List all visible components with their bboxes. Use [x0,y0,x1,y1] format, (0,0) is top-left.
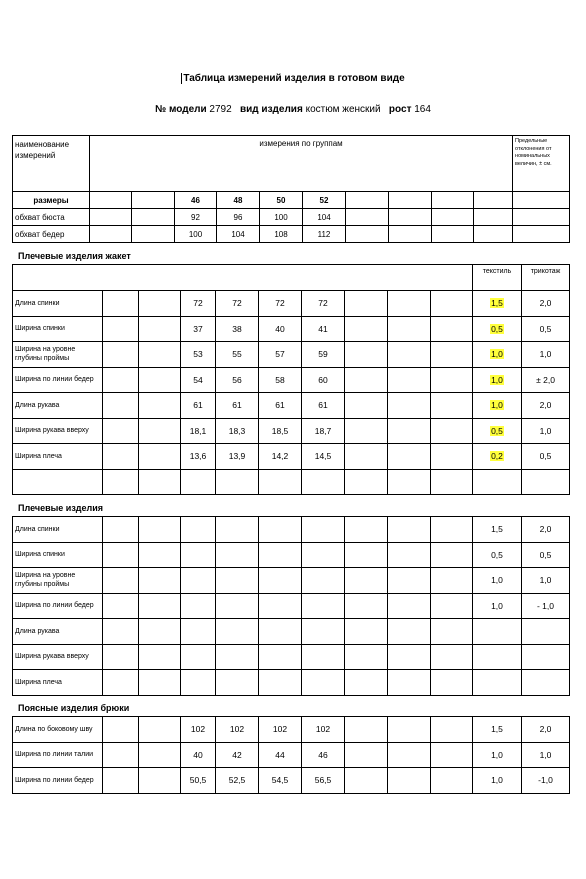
value-cell: 104 [303,209,346,226]
empty-cell [388,568,431,594]
value-cell: 54,5 [259,768,302,794]
empty-cell [431,593,473,619]
trousers-table [12,716,570,794]
empty-cell [345,717,388,743]
empty-cell [139,717,181,743]
row-label: Ширина плеча [13,444,103,470]
textile-tolerance [473,316,522,342]
textile-tolerance [473,469,522,495]
empty-cell [103,593,139,619]
empty-cell [431,342,473,368]
col-knit: трикотаж [522,265,570,291]
knit-tolerance: -1,0 [522,768,570,794]
height-label: рост [388,104,412,115]
value-cell: 61 [259,393,302,419]
value-cell [259,670,302,696]
value-cell: 108 [260,226,303,243]
value-cell: 37 [181,316,216,342]
empty-cell [431,393,473,419]
table-row [13,367,570,393]
value-cell: 52,5 [216,768,259,794]
sizes-table [12,135,570,243]
value-cell [259,469,302,495]
value-cell: 61 [181,393,216,419]
value-cell: 102 [181,717,216,743]
value-cell: 42 [216,742,259,768]
row-label: Ширина по линии талии [13,742,103,768]
empty-cell [388,644,431,670]
empty-cell [139,444,181,470]
type-value: костюм женский [305,104,381,115]
highlighted-value: 0,5 [491,323,503,334]
empty-cell [431,517,473,543]
value-cell [216,670,259,696]
value-cell: 14,2 [259,444,302,470]
value-cell: 61 [302,393,345,419]
knit-tolerance [522,670,570,696]
value-cell [259,593,302,619]
row-label: Ширина по линии бедер [13,768,103,794]
jacket-header-row [13,265,570,291]
empty-cell [139,619,181,645]
type-label: вид изделия [240,104,303,115]
empty-cell [139,644,181,670]
empty-cell [139,742,181,768]
empty-cell [103,768,139,794]
height-value: 164 [414,104,431,115]
row-label: Ширина спинки [13,316,103,342]
textile-tolerance [473,393,522,419]
empty-cell [139,517,181,543]
empty-cell [388,469,431,495]
highlighted-value: 1,0 [491,400,503,411]
textile-tolerance [473,342,522,368]
value-cell: 55 [216,342,259,368]
table-row [13,542,570,568]
section-title-shoulder: Плечевые изделия [18,503,104,513]
textile-tolerance [473,444,522,470]
value-cell [181,644,216,670]
empty-cell [345,568,388,594]
value-cell [259,568,302,594]
empty-cell [431,742,473,768]
value-cell: 57 [259,342,302,368]
empty-cell [346,192,389,209]
empty-cell [388,291,431,317]
empty-cell [90,192,132,209]
value-cell: 102 [302,717,345,743]
value-cell: 14,5 [302,444,345,470]
textile-tolerance [473,619,522,645]
size-46: 46 [175,192,217,209]
jacket-table [12,264,570,495]
table-row [13,670,570,696]
empty-cell [388,717,431,743]
empty-cell [345,418,388,444]
textile-tolerance: 1,0 [473,593,522,619]
empty-cell [132,192,175,209]
empty-cell [388,342,431,368]
value-cell [181,619,216,645]
empty-cell [431,444,473,470]
table-row [13,717,570,743]
knit-tolerance: 2,0 [522,393,570,419]
empty-cell [345,542,388,568]
empty-cell [431,619,473,645]
deviation-header: Предельные отклонения от номинальных величин, ± см. [513,136,570,192]
table-row [13,342,570,368]
empty-cell [345,291,388,317]
empty-cell [388,367,431,393]
value-cell: 92 [175,209,217,226]
knit-tolerance: 0,5 [522,316,570,342]
empty-cell [103,316,139,342]
empty-cell [139,393,181,419]
value-cell [259,644,302,670]
value-cell [216,517,259,543]
empty-cell [103,444,139,470]
value-cell [216,593,259,619]
knit-tolerance: 0,5 [522,542,570,568]
empty-cell [139,542,181,568]
value-cell: 18,3 [216,418,259,444]
empty-cell [103,291,139,317]
value-cell [259,542,302,568]
table-row [13,742,570,768]
row-label: Ширина на уровне глубины проймы [13,342,103,368]
value-cell [302,542,345,568]
value-cell [302,517,345,543]
empty-cell [431,469,473,495]
empty-cell [103,644,139,670]
value-cell: 13,6 [181,444,216,470]
empty-cell [388,418,431,444]
empty-cell [431,418,473,444]
table-row [13,291,570,317]
empty-cell [103,342,139,368]
value-cell: 56,5 [302,768,345,794]
highlighted-value: 1,0 [491,374,503,385]
value-cell: 38 [216,316,259,342]
empty-cell [345,742,388,768]
value-cell: 18,7 [302,418,345,444]
textile-tolerance: 1,0 [473,768,522,794]
value-cell: 61 [216,393,259,419]
empty-cell [513,192,570,209]
model-line [0,104,586,115]
model-label: № модели [155,104,207,115]
value-cell: 102 [259,717,302,743]
textile-tolerance [473,418,522,444]
empty-cell [139,568,181,594]
textile-tolerance: 1,0 [473,742,522,768]
empty-cell [431,568,473,594]
knit-tolerance: 2,0 [522,517,570,543]
textile-tolerance [473,670,522,696]
empty-cell [103,670,139,696]
textile-tolerance: 1,0 [473,568,522,594]
textile-tolerance [473,644,522,670]
value-cell [302,644,345,670]
value-cell: 44 [259,742,302,768]
empty-cell [139,291,181,317]
value-cell [181,542,216,568]
knit-tolerance: 0,5 [522,444,570,470]
empty-cell [388,444,431,470]
highlighted-value: 1,0 [491,349,503,360]
sizes-row [13,192,570,209]
knit-tolerance: 1,0 [522,342,570,368]
value-cell: 60 [302,367,345,393]
value-cell: 100 [175,226,217,243]
table-row [13,469,570,495]
section-title-jacket: Плечевые изделия жакет [18,251,131,261]
value-cell: 53 [181,342,216,368]
value-cell: 112 [303,226,346,243]
table-row [13,444,570,470]
row-label: Ширина рукава вверху [13,418,103,444]
value-cell: 72 [302,291,345,317]
table-row [13,644,570,670]
document-title-text: Таблица измерений изделия в готовом виде [183,73,405,85]
value-cell [259,619,302,645]
value-cell: 18,1 [181,418,216,444]
table-row [13,393,570,419]
empty-cell [388,542,431,568]
empty-cell [103,469,139,495]
value-cell [302,670,345,696]
row-label: Длина рукава [13,619,103,645]
value-cell: 56 [216,367,259,393]
value-cell [216,542,259,568]
value-cell [259,517,302,543]
empty-cell [388,393,431,419]
value-cell [216,469,259,495]
sizes-label: размеры [13,192,90,209]
row-label: Длина по боковому шву [13,717,103,743]
value-cell: 18,5 [259,418,302,444]
empty-cell [139,768,181,794]
row-label: Ширина по линии бедер [13,367,103,393]
value-cell: 100 [260,209,303,226]
value-cell: 72 [216,291,259,317]
value-cell: 58 [259,367,302,393]
size-50: 50 [260,192,303,209]
knit-tolerance: 1,0 [522,742,570,768]
empty-cell [139,670,181,696]
empty-cell [345,444,388,470]
value-cell [181,593,216,619]
model-value: 2792 [209,104,232,115]
table-row [13,226,570,243]
table-row [13,593,570,619]
row-label: обхват бедер [13,226,90,243]
empty-cell [103,367,139,393]
row-label: обхват бюста [13,209,90,226]
empty-cell [345,593,388,619]
knit-tolerance [522,644,570,670]
table-row [13,768,570,794]
value-cell: 46 [302,742,345,768]
value-cell [216,619,259,645]
empty-cell [388,593,431,619]
knit-tolerance: - 1,0 [522,593,570,619]
textile-tolerance: 0,5 [473,542,522,568]
empty-cell [388,316,431,342]
empty-cell [103,517,139,543]
value-cell: 96 [217,209,260,226]
value-cell: 72 [259,291,302,317]
value-cell [216,644,259,670]
value-cell: 72 [181,291,216,317]
row-label: Длина рукава [13,393,103,419]
knit-tolerance [522,469,570,495]
row-label: Ширина плеча [13,670,103,696]
empty-cell [345,619,388,645]
knit-tolerance: 1,0 [522,568,570,594]
empty-cell [345,644,388,670]
value-cell [302,593,345,619]
empty-cell [388,768,431,794]
textile-tolerance [473,291,522,317]
document-title [0,73,586,84]
row-label: Ширина на уровне глубины проймы [13,568,103,594]
knit-tolerance: 2,0 [522,291,570,317]
empty-cell [139,418,181,444]
highlighted-value: 1,5 [491,298,503,309]
knit-tolerance: 2,0 [522,717,570,743]
empty-cell [345,670,388,696]
highlighted-value: 0,2 [491,451,503,462]
empty-cell [431,768,473,794]
empty-cell [388,619,431,645]
size-48: 48 [217,192,260,209]
empty-cell [345,517,388,543]
empty-cell [431,291,473,317]
empty-cell [103,393,139,419]
value-cell: 40 [181,742,216,768]
value-cell [302,469,345,495]
empty-cell [345,367,388,393]
row-label: Длина спинки [13,291,103,317]
name-header: наименование измерений [13,136,90,192]
shoulder-table [12,516,570,696]
value-cell: 50,5 [181,768,216,794]
empty-cell [431,367,473,393]
empty-cell [139,593,181,619]
value-cell: 102 [216,717,259,743]
value-cell: 40 [259,316,302,342]
textile-tolerance: 1,5 [473,717,522,743]
size-52: 52 [303,192,346,209]
empty-cell [139,342,181,368]
table-row [13,418,570,444]
empty-cell [474,192,513,209]
empty-cell [103,742,139,768]
empty-cell [432,192,474,209]
empty-cell [345,393,388,419]
row-label [13,469,103,495]
empty-cell [431,670,473,696]
value-cell: 59 [302,342,345,368]
row-label: Ширина по линии бедер [13,593,103,619]
empty-cell [139,316,181,342]
empty-cell [103,542,139,568]
empty-cell [345,768,388,794]
value-cell: 104 [217,226,260,243]
empty-cell [103,717,139,743]
textile-tolerance [473,367,522,393]
empty-cell [139,469,181,495]
empty-cell [388,517,431,543]
empty-cell [431,717,473,743]
empty-cell [431,542,473,568]
value-cell [302,619,345,645]
row-label: Ширина спинки [13,542,103,568]
groups-header: измерения по группам [90,136,513,192]
table-row [13,209,570,226]
empty-cell [431,316,473,342]
table-row [13,568,570,594]
empty-cell [389,192,432,209]
empty-cell [388,742,431,768]
value-cell [181,469,216,495]
value-cell [181,568,216,594]
table-row [13,619,570,645]
value-cell [216,568,259,594]
col-textile: текстиль [473,265,522,291]
value-cell [181,670,216,696]
empty-cell [103,619,139,645]
empty-cell [345,469,388,495]
row-label: Ширина рукава вверху [13,644,103,670]
section-title-trousers: Поясные изделия брюки [18,703,130,713]
value-cell [302,568,345,594]
knit-tolerance [522,619,570,645]
highlighted-value: 0,5 [491,425,503,436]
empty-cell [139,367,181,393]
value-cell [181,517,216,543]
empty-cell [103,418,139,444]
knit-tolerance: 1,0 [522,418,570,444]
table-row [13,316,570,342]
empty-cell [345,316,388,342]
empty-cell [103,568,139,594]
value-cell: 54 [181,367,216,393]
empty-cell [388,670,431,696]
knit-tolerance: ± 2,0 [522,367,570,393]
table-row [13,517,570,543]
row-label: Длина спинки [13,517,103,543]
textile-tolerance: 1,5 [473,517,522,543]
value-cell: 13,9 [216,444,259,470]
value-cell: 41 [302,316,345,342]
empty-cell [431,644,473,670]
empty-cell [345,342,388,368]
